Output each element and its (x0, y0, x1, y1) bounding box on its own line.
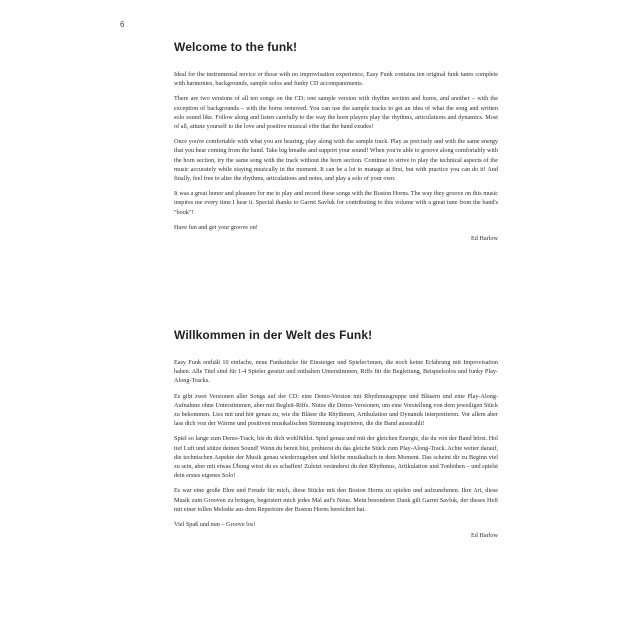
english-paragraph: Have fun and get your groove on! (174, 223, 258, 231)
english-paragraph: Once you're comfortable with what you are hearing, play along with the sample track. Play as precisely and with the same energy that you hear coming from the band. Take big breaths and support your sound! When you're able to groove along comfortably with the horn section, try the same song with the track without the horn section. Continue to strive to play the technical aspects of the music accurately while staying musically in the moment. It can be a lot to manage at first, but with practice you can do it! And finally, feel free to alter the rhythms, articulations and notes, and play a solo of your own. (174, 138, 498, 183)
german-paragraph: Viel Spaß und nun – Groove los! (174, 521, 256, 529)
english-signature: Ed Harlow (471, 235, 498, 243)
english-paragraph: Ideal for the instrumental novice or those with no improvisation experience, Easy Funk contains ten original funk tunes complete with harmonies, backgrounds, sample solos and funky CD accompaniments. (174, 71, 498, 88)
german-paragraph: Es gibt zwei Versionen aller Songs auf der CD: eine Demo-Version mit Rhythmusgruppe und Bläsern und eine Play-Along-Aufnahme ohne Unterstimmen, aber mit Begleit-Riffs. Nutze die Demo-Versionen, um eine Vorstellung von dem jeweiligen Stück zu bekommen. Lies mit und hör genau zu, wie die Bläser die Rhythmen, Artikulation und Dynamik interpretieren. Vor allem aber lass dich von der Wärme und positiven musikalischen Stimmung inspirieren, die die Band ausstrahlt! (174, 392, 498, 428)
german-paragraph: Spiel so lange zum Demo-Track, bis du dich wohlfühlst. Spiel genau und mit der gleichen Energie, die du von der Band hörst. Hol tief Luft und stütze deinen Sound! Wenn du bereit bist, probierst du das gleiche Stück zum Play-Along-Track. Achte weiter darauf, die technischen Aspekte der Musik genau wiederzugeben und bleibe musikalisch in dem Moment. Das scheint dir zu Beginn viel zu sein, aber mit etwas Übung wirst du es schaffen! Zuletzt veränderst du den Rhythmus, Artikulation und Tonhöhen – und spielst dein erstes eigenes Solo! (174, 435, 498, 480)
english-paragraph: It was a great honor and pleasure for me to play and record these songs with the Boston Horns. The way they groove on this music inspires me every time I hear it. Special thanks to Garret Savluk for contributing to this volume with a great tune from the band's "book"! (174, 190, 498, 216)
german-title: Willkommen in der Welt des Funk! (174, 328, 373, 342)
german-paragraph: Es war eine große Ehre und Freude für mich, diese Stücke mit den Boston Horns zu spielen und aufzunehmen. Ihre Art, diese Musik zum Grooven zu bringen, begeistert mich jedes Mal auf's Neue. Mein besonderer Dank gilt Garret Savluk, der dieses Heft mit einer tollen Melodie aus dem Repertoire der Boston Horns bereichert hat. (174, 487, 498, 513)
german-section (174, 328, 498, 539)
german-signature: Ed Harlow (471, 532, 498, 540)
english-title: Welcome to the funk! (174, 40, 298, 54)
english-paragraph: There are two versions of all ten songs on the CD; one sample version with rhythm section and horns, and another – with the exception of backgrounds – with the horns removed. You can use the sample tracks to get an idea of what the song and written solo sound like. Follow along and listen carefully to the way the horn players play the rhythms, articulations and dynamics. Most of all, attune yourself to the love and positive musical vibe that the band exudes! (174, 95, 498, 131)
english-section (174, 40, 498, 242)
german-paragraph: Easy Funk enthält 10 einfache, neue Funkstücke für Einsteiger und Spieler/innen, die noch keine Erfahrung mit Improvisation haben. Alle Titel sind für 1-4 Spieler gesetzt und enthalten Unterstimmen, Riffs für die Begleitung, Beispielsolos und funky Play-Along-Tracks. (174, 359, 498, 385)
page-number: 6 (120, 20, 125, 29)
